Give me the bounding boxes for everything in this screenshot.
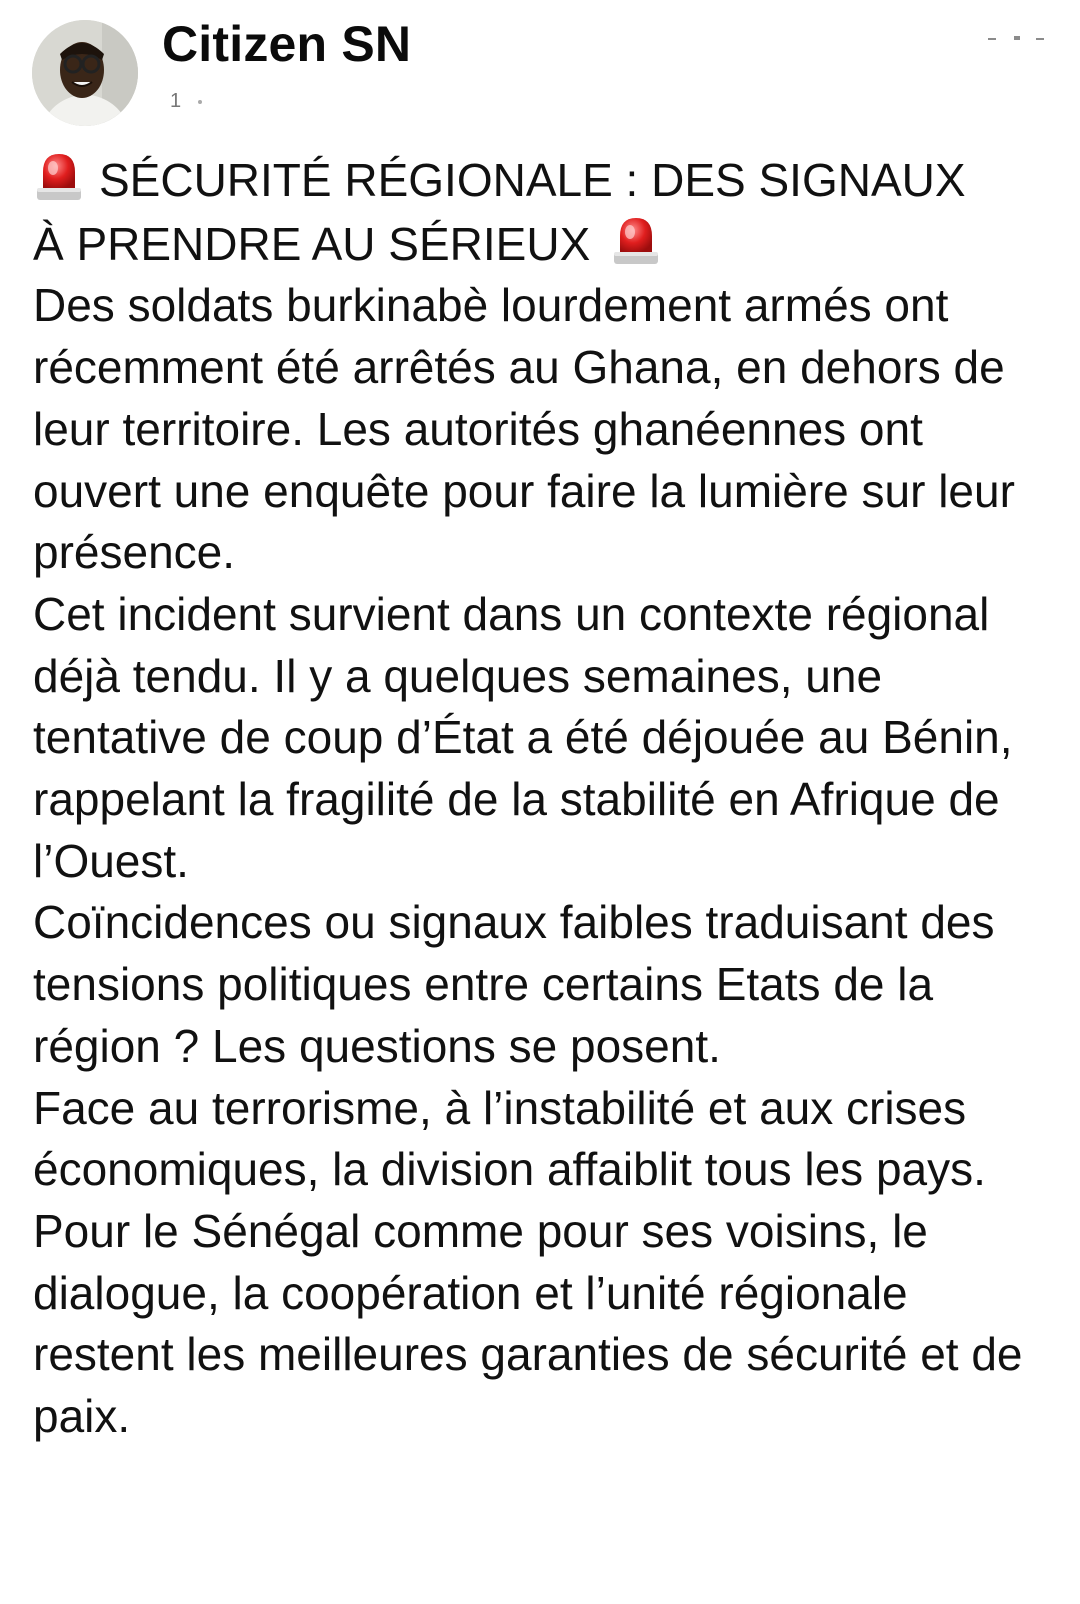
separator-dot [198, 100, 202, 104]
timestamp-text: 1 [170, 90, 182, 112]
post-headline [33, 148, 1043, 275]
post-header [32, 16, 1048, 130]
paragraph-3: Coïncidences ou signaux faibles traduisant des tensions politiques entre certains Etats de la région ? Les questions se posent. [33, 896, 995, 1072]
headline-line-1: SÉCURITÉ RÉGIONALE : DES SIGNAUX [99, 154, 966, 206]
author-avatar[interactable] [32, 20, 138, 126]
paragraph-4: Face au terrorisme, à l’instabilité et aux crises économiques, la division affaiblit tous les pays. Pour le Sénégal comme pour ses voisins, le dialogue, la coopération et l’unité régionale restent les meilleures garanties de sécurité et de paix. [33, 1081, 1023, 1443]
post-timestamp[interactable] [170, 90, 181, 113]
more-options-icon[interactable] [988, 30, 1048, 50]
author-name[interactable]: Citizen SN [162, 16, 412, 72]
police-siren-icon [33, 148, 85, 204]
avatar-photo [32, 20, 138, 126]
headline-line-2: À PRENDRE AU SÉRIEUX [33, 217, 591, 270]
police-siren-icon [610, 212, 662, 268]
post-body [33, 148, 1043, 1448]
paragraph-2: Cet incident survient dans un contexte régional déjà tendu. Il y a quelques semaines, une tentative de coup d’État a été déjouée au Bénin, rappelant la fragilité de la stabilité en Afrique de l’Ouest. [33, 587, 1013, 887]
paragraph-1: Des soldats burkinabè lourdement armés ont récemment été arrêtés au Ghana, en dehors de leur territoire. Les autorités ghanéennes ont ouvert une enquête pour faire la lumière sur leur présence. [33, 279, 1015, 579]
